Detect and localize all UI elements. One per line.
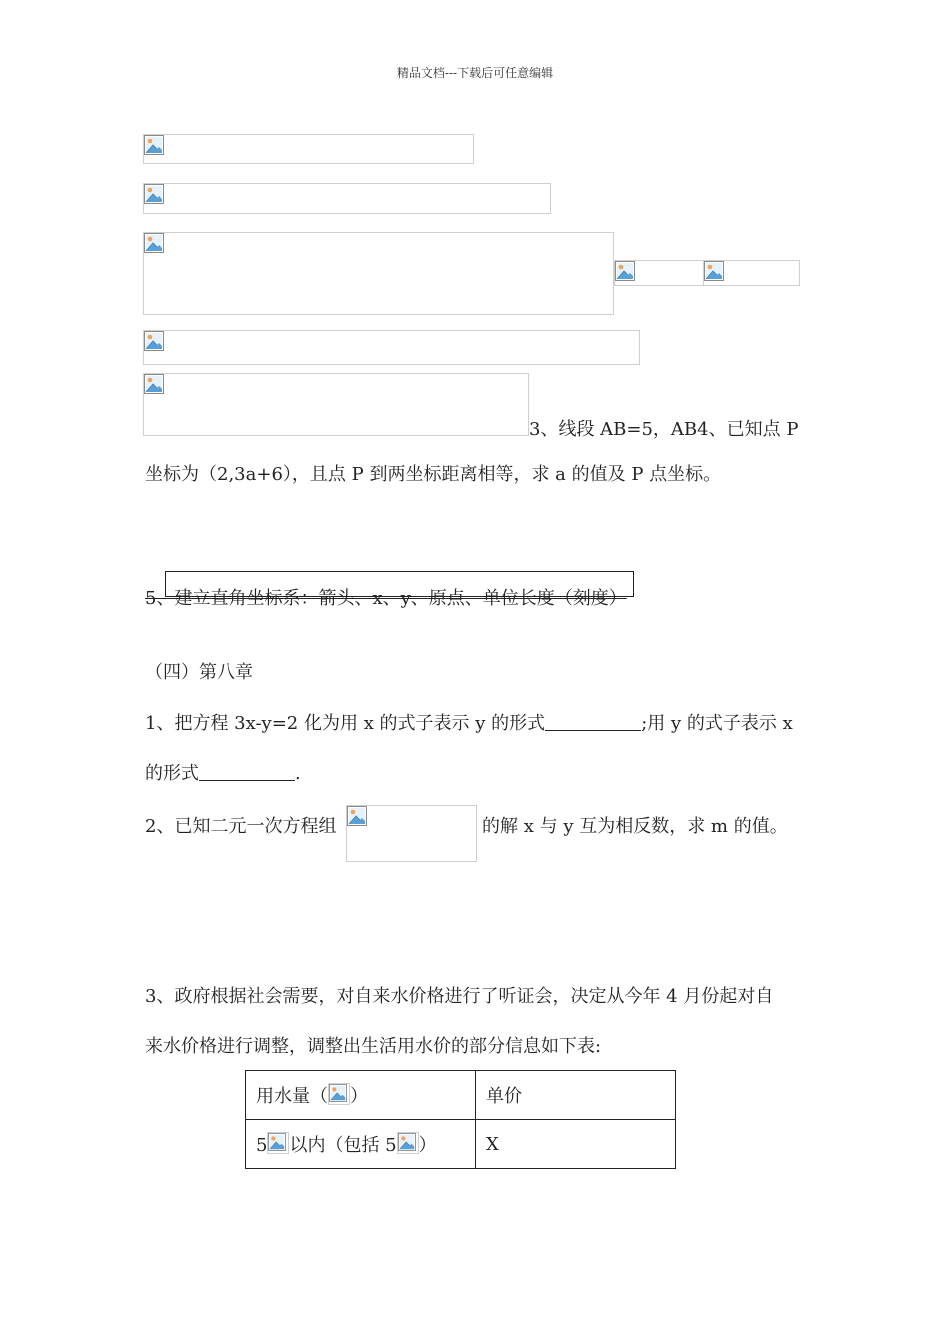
unit-image — [397, 1132, 419, 1154]
c1-line2-text: 的形式 — [145, 763, 199, 784]
table-header-row — [246, 1071, 676, 1120]
c1-text-b: ;用 y 的式子表示 x — [641, 713, 793, 734]
table-row — [246, 1120, 676, 1169]
broken-image-icon — [329, 1084, 347, 1102]
chapter-heading: （四）第八章 — [145, 662, 253, 683]
broken-image-icon — [704, 261, 724, 281]
image-placeholder-4 — [614, 260, 704, 286]
chapter-question-3-line-1: 3、政府根据社会需要，对自来水价格进行了听证会，决定从今年 4 月份起对自 — [145, 986, 774, 1007]
unit-image — [267, 1132, 289, 1154]
image-placeholder-7 — [143, 373, 529, 436]
table-cell-usage-range — [246, 1120, 476, 1169]
broken-image-icon — [347, 806, 367, 826]
usage-label: 用水量（ — [256, 1086, 328, 1107]
range-start: 5 — [256, 1135, 268, 1156]
range-close: ） — [418, 1135, 437, 1156]
chapter-question-1-line-1 — [145, 712, 793, 735]
chapter-question-2-suffix: 的解 x 与 y 互为相反数，求 m 的值。 — [482, 816, 788, 837]
image-placeholder-3 — [143, 232, 614, 315]
question-3-line-2: 坐标为（2,3a+6），且点 P 到两坐标距离相等，求 a 的值及 P 点坐标。 — [145, 464, 722, 485]
broken-image-icon — [144, 135, 164, 155]
image-placeholder-6 — [143, 330, 640, 365]
question-3-line-1: 3、线段 AB=5，AB4、已知点 P — [529, 419, 799, 440]
broken-image-icon — [615, 261, 635, 281]
table-cell-price: X — [476, 1120, 676, 1169]
chapter-question-2-prefix: 2、已知二元一次方程组 — [145, 816, 337, 837]
answer-blank-1[interactable] — [545, 712, 641, 731]
chapter-question-1-line-2 — [145, 762, 301, 785]
broken-image-icon — [144, 374, 164, 394]
answer-blank-2[interactable] — [199, 762, 295, 781]
range-text: 以内（包括 5 — [289, 1135, 397, 1156]
question-5 — [145, 588, 627, 610]
equation-system-image — [346, 805, 477, 862]
image-placeholder-1 — [143, 134, 474, 164]
unit-image — [328, 1083, 350, 1105]
image-placeholder-5 — [703, 260, 800, 286]
question-5-text: 5、建立直角坐标系：箭头、x、y、原点、单位长度（刻度） — [145, 588, 627, 609]
broken-image-icon — [398, 1133, 416, 1151]
broken-image-icon — [268, 1133, 286, 1151]
chapter-question-3-line-2: 来水价格进行调整，调整出生活用水价的部分信息如下表: — [145, 1036, 602, 1057]
usage-label-close: ） — [350, 1086, 368, 1107]
table-header-price: 单价 — [476, 1071, 676, 1120]
broken-image-icon — [144, 233, 164, 253]
page-header: 精品文档---下载后可任意编辑 — [396, 66, 554, 80]
c1-text-a: 1、把方程 3x-y=2 化为用 x 的式子表示 y 的形式 — [145, 713, 546, 734]
broken-image-icon — [144, 184, 164, 204]
image-placeholder-2 — [143, 183, 551, 214]
broken-image-icon — [144, 331, 164, 351]
table-header-usage — [246, 1071, 476, 1120]
water-price-table — [245, 1070, 676, 1169]
c1-line2-period: . — [295, 763, 301, 784]
